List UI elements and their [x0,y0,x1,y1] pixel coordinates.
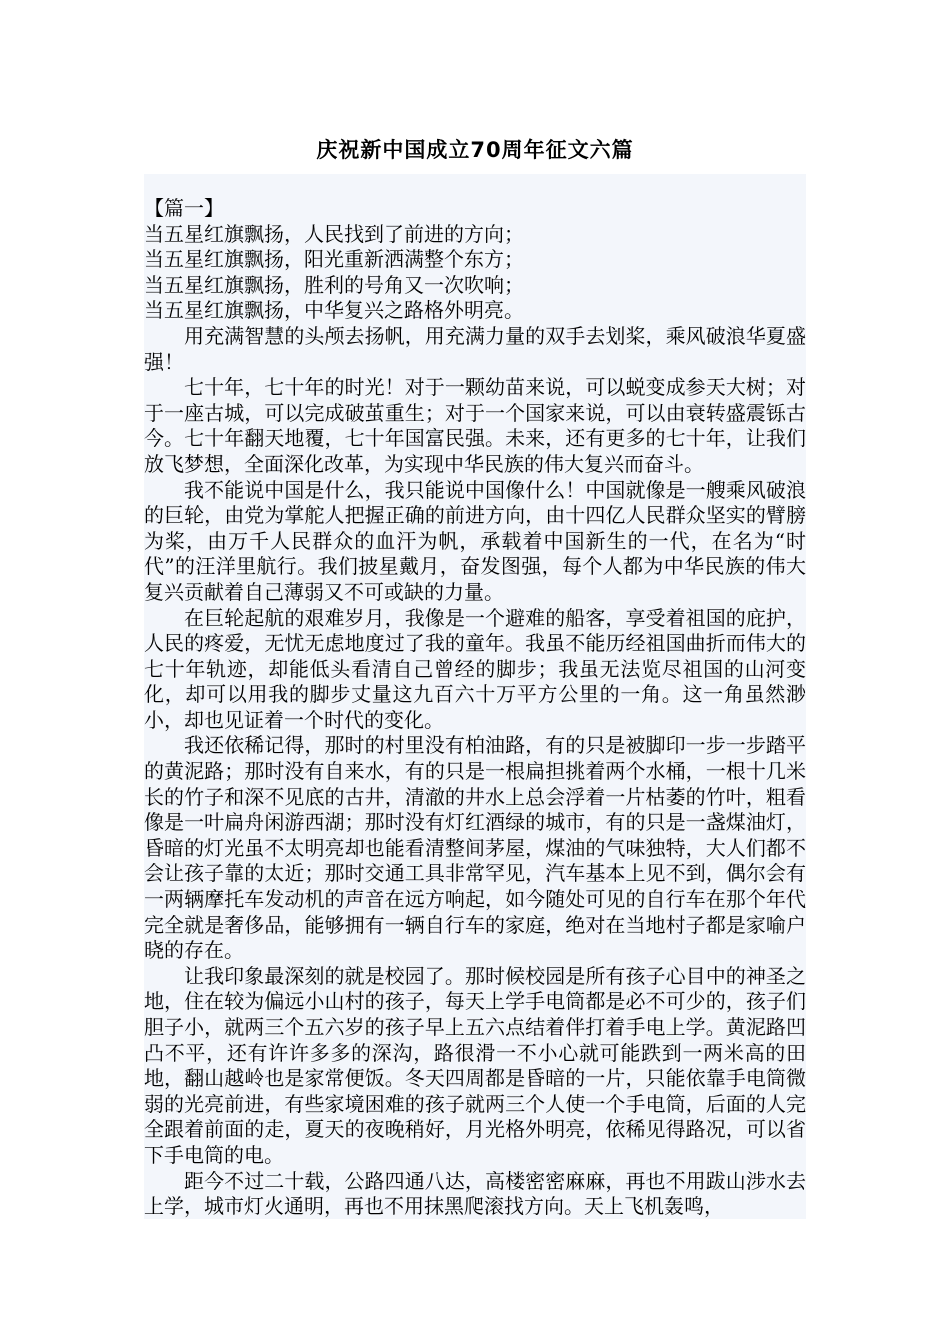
paragraph: 七十年，七十年的时光！对于一颗幼苗来说，可以蜕变成参天大树；对于一座古城，可以完成破茧重生；对于一个国家来说，可以由衰转盛震铄古今。七十年翻天地覆，七十年国富民强。未来，还有更多的七十年，让我们放飞梦想，全面深化改革，为实现中华民族的伟大复兴而奋斗。 [144,375,806,476]
paragraph: 我还依稀记得，那时的村里没有柏油路，有的只是被脚印一步一步踏平的黄泥路；那时没有自来水，有的只是一根扁担挑着两个水桶，一根十几米长的竹子和深不见底的古井，清澈的井水上总会浮着一片枯萎的竹叶，粗看像是一叶扁舟闲游西湖；那时没有灯红酒绿的城市，有的只是一盏煤油灯，昏暗的灯光虽不太明亮却也能看清整间茅屋，煤油的气味独特，大人们都不会让孩子靠的太近；那时交通工具非常罕见，汽车基本上见不到，偶尔会有一两辆摩托车发动机的声音在远方响起，如今随处可见的自行车在那个年代完全就是奢侈品，能够拥有一辆自行车的家庭，绝对在当地村子都是家喻户晓的存在。 [144,733,806,963]
document-body [144,196,806,1220]
paragraph: 用充满智慧的头颅去扬帆，用充满力量的双手去划桨，乘风破浪华夏盛强！ [144,323,806,374]
paragraph: 让我印象最深刻的就是校园了。那时候校园是所有孩子心目中的神圣之地，住在较为偏远小山村的孩子，每天上学手电筒都是必不可少的，孩子们胆子小，就两三个五六岁的孩子早上五六点结着伴打着手电上学。黄泥路凹凸不平，还有许许多多的深沟，路很滑一不小心就可能跌到一两米高的田地，翻山越岭也是家常便饭。冬天四周都是昏暗的一片，只能依靠手电筒微弱的光亮前进，有些家境困难的孩子就两三个人使一个手电筒，后面的人完全跟着前面的走，夏天的夜晚稍好，月光格外明亮，依稀见得路况，可以省下手电筒的电。 [144,963,806,1167]
section-label: 【篇一】 [144,196,224,220]
verse-line: 当五星红旗飘扬，人民找到了前进的方向； [144,221,524,246]
verse-line: 当五星红旗飘扬，中华复兴之路格外明亮。 [144,298,524,323]
document-title: 庆祝新中国成立70周年征文六篇 [316,138,634,162]
verse-line: 当五星红旗飘扬，阳光重新洒满整个东方； [144,247,524,272]
paragraph: 距今不过二十载，公路四通八达，高楼密密麻麻，再也不用跋山涉水去上学，城市灯火通明，再也不用抹黑爬滚找方向。天上飞机轰鸣， [144,1168,806,1219]
verse-line: 当五星红旗飘扬，胜利的号角又一次吹响； [144,272,524,297]
paragraph: 在巨轮起航的艰难岁月，我像是一个避难的船客，享受着祖国的庇护，人民的疼爱，无忧无虑地度过了我的童年。我虽不能历经祖国曲折而伟大的七十年轨迹，却能低头看清自己曾经的脚步；我虽无法览尽祖国的山河变化，却可以用我的脚步丈量这九百六十万平方公里的一角。这一角虽然渺小，却也见证着一个时代的变化。 [144,605,806,732]
paragraph: 我不能说中国是什么，我只能说中国像什么！中国就像是一艘乘风破浪的巨轮，由党为掌舵人把握正确的前进方向，由十四亿人民群众坚实的臂膀为桨，由万千人民群众的血汗为帆，承载着中国新生的一代，在名为“时代”的汪洋里航行。我们披星戴月，奋发图强，每个人都为中华民族的伟大复兴贡献着自己薄弱又不可或缺的力量。 [144,477,806,604]
